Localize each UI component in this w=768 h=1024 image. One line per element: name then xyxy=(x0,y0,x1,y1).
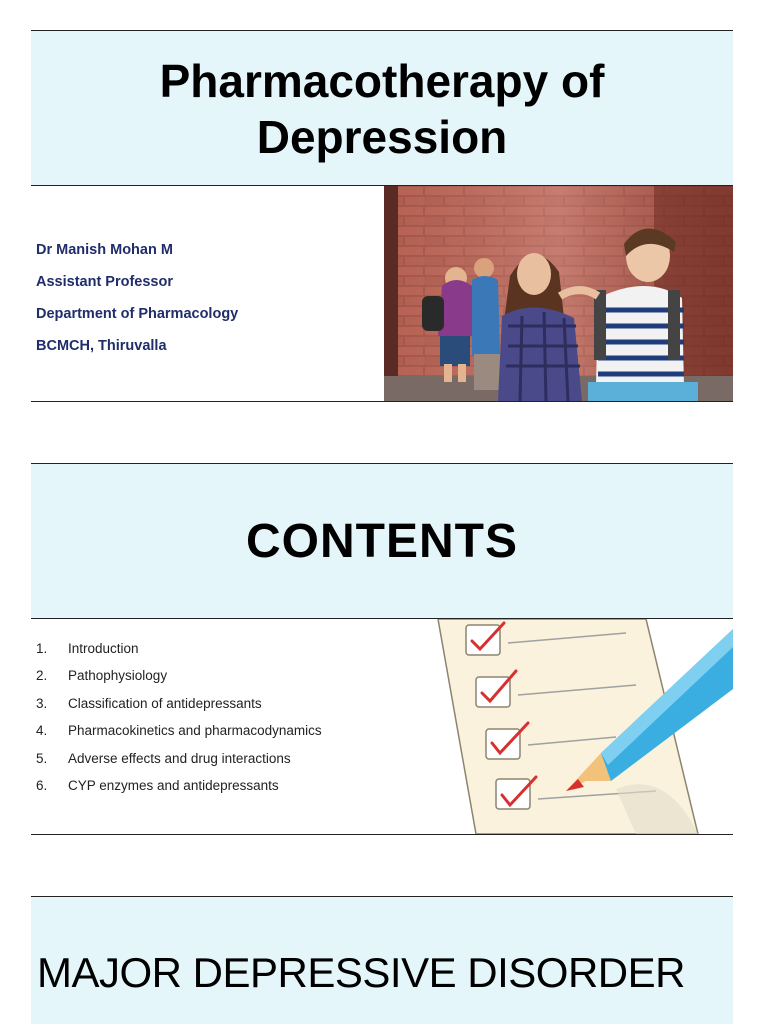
list-item xyxy=(36,772,322,799)
list-item-text: Introduction xyxy=(68,641,139,656)
students-photo xyxy=(384,186,733,401)
author-institution: BCMCH, Thiruvalla xyxy=(36,338,167,354)
contents-list xyxy=(36,635,322,799)
list-item-number: 3. xyxy=(36,695,48,711)
list-item xyxy=(36,690,322,717)
list-item xyxy=(36,662,322,689)
list-item xyxy=(36,717,322,744)
slide2-title-band xyxy=(31,464,733,618)
slide2-body xyxy=(31,619,733,834)
list-item-number: 4. xyxy=(36,723,48,739)
slide1-title-line2: Depression xyxy=(256,111,508,163)
author-position: Assistant Professor xyxy=(36,274,173,290)
slide1-title-line1: Pharmacotherapy of xyxy=(159,55,605,107)
slide2-bottom-rule xyxy=(31,834,733,835)
slide1-body xyxy=(31,186,733,401)
list-item-text: Adverse effects and drug interactions xyxy=(68,750,291,766)
list-item-number: 1. xyxy=(36,641,48,656)
slide3-title: MAJOR DEPRESSIVE DISORDER xyxy=(37,949,685,996)
author-block xyxy=(36,234,238,362)
checklist-pencil-illustration xyxy=(436,619,733,834)
list-item-text: CYP enzymes and antidepressants xyxy=(68,778,279,794)
slide1-title xyxy=(31,53,733,165)
slide1-title-band xyxy=(31,31,733,185)
list-item xyxy=(36,745,322,772)
slide2-title: CONTENTS xyxy=(246,515,518,568)
list-item-number: 5. xyxy=(36,750,48,766)
slide3-title-band xyxy=(31,897,733,1024)
list-item-text: Classification of antidepressants xyxy=(68,695,262,711)
author-name: Dr Manish Mohan M xyxy=(36,242,173,258)
slide1-bottom-rule xyxy=(31,401,733,402)
list-item-text: Pathophysiology xyxy=(68,668,168,684)
list-item xyxy=(36,635,322,662)
list-item-text: Pharmacokinetics and pharmacodynamics xyxy=(68,723,322,739)
list-item-number: 2. xyxy=(36,668,48,684)
author-department: Department of Pharmacology xyxy=(36,306,239,322)
list-item-number: 6. xyxy=(36,778,48,794)
